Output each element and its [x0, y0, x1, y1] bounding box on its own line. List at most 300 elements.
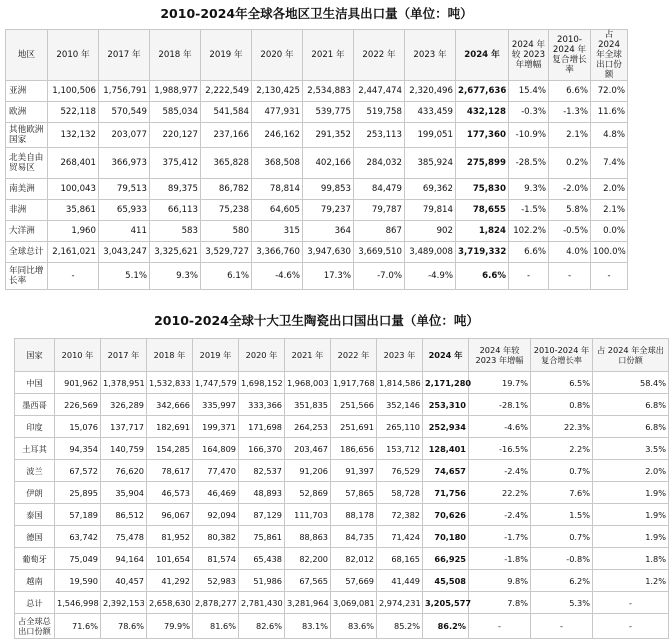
table-row [15, 438, 669, 460]
table1-header-cell: 2010-2024 年复合增长率 [549, 30, 591, 81]
table-cell: 1.8% [593, 548, 669, 570]
table2-header-cell: 2010-2024 年复合增长率 [531, 339, 593, 372]
table-cell: 265,110 [377, 416, 423, 438]
table-cell: 203,467 [285, 438, 331, 460]
table-cell: 284,032 [354, 148, 405, 179]
table-cell: 368,508 [252, 148, 303, 179]
table-cell: 5.3% [531, 592, 593, 614]
table2-header-cell: 2024 年较 2023 年增幅 [469, 339, 531, 372]
table-cell: 72,382 [377, 504, 423, 526]
table-cell: 541,584 [201, 102, 252, 123]
table-cell: 91,397 [331, 460, 377, 482]
table-cell: 7.8% [469, 592, 531, 614]
table-cell: 40,457 [101, 570, 147, 592]
table-row [15, 416, 669, 438]
table1-header-cell: 2020 年 [252, 30, 303, 81]
table-row [6, 263, 628, 290]
table-cell: 1,378,951 [101, 372, 147, 394]
table-cell: 9.8% [469, 570, 531, 592]
table-cell: 77,470 [193, 460, 239, 482]
table-cell: - [531, 614, 593, 639]
table-cell: 6.1% [201, 263, 252, 290]
table1-title: 2010-2024年全球各地区卫生洁具出口量（单位：吨） [160, 6, 473, 21]
table-cell: 64,605 [252, 200, 303, 221]
table-cell: 2,878,277 [193, 592, 239, 614]
table-cell: 78.6% [101, 614, 147, 639]
table-cell: 375,412 [150, 148, 201, 179]
table-cell: 15,076 [55, 416, 101, 438]
table-cell: 2,320,496 [405, 81, 456, 102]
row-label-cell: 北美自由贸易区 [6, 148, 48, 179]
table-row [15, 372, 669, 394]
table2-title: 2010-2024全球十大卫生陶瓷出口国出口量（单位：吨） [154, 313, 479, 328]
table-cell: 220,127 [150, 123, 201, 148]
table-cell: 1.9% [593, 504, 669, 526]
table-cell: 0.8% [531, 394, 593, 416]
row-label-cell: 其他欧洲国家 [6, 123, 48, 148]
table-cell: 100.0% [591, 242, 628, 263]
table-cell: 17.3% [303, 263, 354, 290]
table-cell: 101,654 [147, 548, 193, 570]
table-cell: 71,424 [377, 526, 423, 548]
table-cell: 82,200 [285, 548, 331, 570]
table-cell: 58.4% [593, 372, 669, 394]
table-cell: 67,565 [285, 570, 331, 592]
table-cell: 78,814 [252, 179, 303, 200]
table-cell: 87,129 [239, 504, 285, 526]
table-cell: 132,132 [48, 123, 99, 148]
table-cell: 2.2% [531, 438, 593, 460]
table-cell: 351,835 [285, 394, 331, 416]
table1-header-cell: 占 2024 年全球出口份额 [591, 30, 628, 81]
table-cell: 71.6% [55, 614, 101, 639]
table-cell: 901,962 [55, 372, 101, 394]
country-export-table [14, 338, 669, 639]
table-cell: 342,666 [147, 394, 193, 416]
table-cell: 2,781,430 [239, 592, 285, 614]
table-cell: 46,573 [147, 482, 193, 504]
table-cell: 203,077 [99, 123, 150, 148]
table-cell: 128,401 [423, 438, 469, 460]
table-cell: 41,449 [377, 570, 423, 592]
table-cell: 2,974,231 [377, 592, 423, 614]
table-cell: 519,758 [354, 102, 405, 123]
table-cell: -2.4% [469, 504, 531, 526]
table2-header-row [15, 339, 669, 372]
table-cell: 166,370 [239, 438, 285, 460]
table-cell: 35,904 [101, 482, 147, 504]
table-cell: 70,180 [423, 526, 469, 548]
table-cell: 275,899 [456, 148, 509, 179]
table-cell: 76,620 [101, 460, 147, 482]
table2-header-cell: 2010 年 [55, 339, 101, 372]
table-cell: -4.6% [252, 263, 303, 290]
table2-header-cell: 2017 年 [101, 339, 147, 372]
table-cell: -1.7% [469, 526, 531, 548]
table-cell: 867 [354, 221, 405, 242]
table-cell: 3,043,247 [99, 242, 150, 263]
table1-header-cell: 2017 年 [99, 30, 150, 81]
table2-header-cell: 国家 [15, 339, 55, 372]
table-cell: 3,325,621 [150, 242, 201, 263]
table-cell: 79,513 [99, 179, 150, 200]
table-cell: 315 [252, 221, 303, 242]
table-cell: 6.6% [549, 81, 591, 102]
table-cell: 385,924 [405, 148, 456, 179]
table-cell: 68,165 [377, 548, 423, 570]
row-label-cell: 全球总计 [6, 242, 48, 263]
table-cell: 7.6% [531, 482, 593, 504]
table-cell: -28.5% [509, 148, 549, 179]
table1-header-cell: 2019 年 [201, 30, 252, 81]
table-cell: 253,113 [354, 123, 405, 148]
table-cell: 2.0% [593, 460, 669, 482]
table-cell: 51,986 [239, 570, 285, 592]
table-cell: -2.4% [469, 460, 531, 482]
table-cell: 2,658,630 [147, 592, 193, 614]
table-cell: - [549, 263, 591, 290]
table-cell: 82,537 [239, 460, 285, 482]
table-cell: 199,051 [405, 123, 456, 148]
table-cell: 237,166 [201, 123, 252, 148]
table-cell: -1.8% [469, 548, 531, 570]
table-cell: 182,691 [147, 416, 193, 438]
table-cell: 41,292 [147, 570, 193, 592]
row-label-cell: 泰国 [15, 504, 55, 526]
table-cell: 82.6% [239, 614, 285, 639]
table-cell: 70,626 [423, 504, 469, 526]
table-cell: 6.6% [456, 263, 509, 290]
table-cell: 6.6% [509, 242, 549, 263]
table-cell: 3,489,008 [405, 242, 456, 263]
table-cell: 57,189 [55, 504, 101, 526]
table-cell: 66,113 [150, 200, 201, 221]
table-cell: 539,775 [303, 102, 354, 123]
row-label-cell: 南美洲 [6, 179, 48, 200]
row-label-cell: 波兰 [15, 460, 55, 482]
table-cell: -0.5% [549, 221, 591, 242]
table-cell: 86,782 [201, 179, 252, 200]
table-cell: 253,310 [423, 394, 469, 416]
table-cell: 2,171,280 [423, 372, 469, 394]
table2-header-cell: 2023 年 [377, 339, 423, 372]
table-cell: - [509, 263, 549, 290]
table-cell: 1,100,506 [48, 81, 99, 102]
table-row [15, 482, 669, 504]
table-cell: 71,756 [423, 482, 469, 504]
table-cell: 85.2% [377, 614, 423, 639]
table-cell: -7.0% [354, 263, 405, 290]
table-cell: 3,205,577 [423, 592, 469, 614]
table-cell: 91,206 [285, 460, 331, 482]
table-cell: 81,952 [147, 526, 193, 548]
table-cell: 25,895 [55, 482, 101, 504]
table-cell: 88,863 [285, 526, 331, 548]
table-cell: 333,366 [239, 394, 285, 416]
table-cell: 67,572 [55, 460, 101, 482]
table-cell: 75,830 [456, 179, 509, 200]
table-cell: -1.3% [549, 102, 591, 123]
table2-header-cell: 2024 年 [423, 339, 469, 372]
table-cell: -1.5% [509, 200, 549, 221]
table-row [15, 592, 669, 614]
table-cell: 84,735 [331, 526, 377, 548]
table-cell: 3,947,630 [303, 242, 354, 263]
table-row [15, 504, 669, 526]
table-cell: 364 [303, 221, 354, 242]
table-cell: 19.7% [469, 372, 531, 394]
row-label-cell: 德国 [15, 526, 55, 548]
table-cell: - [593, 614, 669, 639]
table-cell: 4.0% [549, 242, 591, 263]
table-cell: 226,569 [55, 394, 101, 416]
table-cell: 72.0% [591, 81, 628, 102]
table-cell: 3,366,760 [252, 242, 303, 263]
table-cell: 433,459 [405, 102, 456, 123]
table-cell: 1.5% [531, 504, 593, 526]
table-cell: 79,787 [354, 200, 405, 221]
table-cell: 291,352 [303, 123, 354, 148]
table-cell: 902 [405, 221, 456, 242]
table-cell: 1,824 [456, 221, 509, 242]
row-label-cell: 越南 [15, 570, 55, 592]
table-cell: 79,237 [303, 200, 354, 221]
table-cell: 171,698 [239, 416, 285, 438]
table-cell: 63,742 [55, 526, 101, 548]
table-cell: 96,067 [147, 504, 193, 526]
table-cell: 83.6% [331, 614, 377, 639]
table-cell: 1,698,152 [239, 372, 285, 394]
table-cell: 35,861 [48, 200, 99, 221]
table-cell: 585,034 [150, 102, 201, 123]
table-cell: 154,285 [147, 438, 193, 460]
table-row [15, 614, 669, 639]
table-cell: 4.8% [591, 123, 628, 148]
table-cell: -0.8% [531, 548, 593, 570]
table-cell: 3,069,081 [331, 592, 377, 614]
table-cell: 477,931 [252, 102, 303, 123]
table-cell: 57,865 [331, 482, 377, 504]
table-row [6, 102, 628, 123]
table-row [6, 123, 628, 148]
table-cell: 2,534,883 [303, 81, 354, 102]
table2-header-cell: 2021 年 [285, 339, 331, 372]
table-cell: 94,164 [101, 548, 147, 570]
table-row [6, 81, 628, 102]
table-cell: 48,893 [239, 482, 285, 504]
table-cell: 3,529,727 [201, 242, 252, 263]
table-cell: 1,968,003 [285, 372, 331, 394]
table-cell: 65,438 [239, 548, 285, 570]
table-row [15, 460, 669, 482]
table-row [15, 570, 669, 592]
table-cell: 2,222,549 [201, 81, 252, 102]
table-cell: 264,253 [285, 416, 331, 438]
table-cell: 22.3% [531, 416, 593, 438]
table-cell: 326,289 [101, 394, 147, 416]
table-cell: 74,657 [423, 460, 469, 482]
table-cell: 5.1% [99, 263, 150, 290]
row-label-cell: 年同比增长率 [6, 263, 48, 290]
table-cell: 2,392,153 [101, 592, 147, 614]
table-cell: 1,747,579 [193, 372, 239, 394]
table-cell: 153,712 [377, 438, 423, 460]
table-cell: 9.3% [150, 263, 201, 290]
table-cell: 99,853 [303, 179, 354, 200]
table2-header-cell: 2022 年 [331, 339, 377, 372]
table-cell: 0.7% [531, 526, 593, 548]
table-cell: 246,162 [252, 123, 303, 148]
table-cell: 86.2% [423, 614, 469, 639]
table-cell: 52,869 [285, 482, 331, 504]
table-row [6, 179, 628, 200]
table-row [15, 394, 669, 416]
row-label-cell: 墨西哥 [15, 394, 55, 416]
table-cell: 2,447,474 [354, 81, 405, 102]
table1-header-cell: 2023 年 [405, 30, 456, 81]
table-cell: 3,719,332 [456, 242, 509, 263]
table-cell: 2,161,021 [48, 242, 99, 263]
table2-header-cell: 2019 年 [193, 339, 239, 372]
table-cell: 352,146 [377, 394, 423, 416]
table-cell: 1,814,586 [377, 372, 423, 394]
table-cell: 580 [201, 221, 252, 242]
table-cell: 100,043 [48, 179, 99, 200]
row-label-cell: 印度 [15, 416, 55, 438]
row-label-cell: 欧洲 [6, 102, 48, 123]
table-cell: 58,728 [377, 482, 423, 504]
table-cell: 22.2% [469, 482, 531, 504]
table-cell: -4.9% [405, 263, 456, 290]
table-cell: 402,166 [303, 148, 354, 179]
table-cell: 252,934 [423, 416, 469, 438]
table-cell: 3,669,510 [354, 242, 405, 263]
row-label-cell: 伊朗 [15, 482, 55, 504]
table-cell: -16.5% [469, 438, 531, 460]
table-cell: 251,691 [331, 416, 377, 438]
table-cell: 9.3% [509, 179, 549, 200]
table-cell: 102.2% [509, 221, 549, 242]
table-cell: - [593, 592, 669, 614]
table1-header-row [6, 30, 628, 81]
table-cell: 79.9% [147, 614, 193, 639]
row-label-cell: 总计 [15, 592, 55, 614]
table-cell: 111,703 [285, 504, 331, 526]
table-cell: 52,983 [193, 570, 239, 592]
table-cell: 2.1% [549, 123, 591, 148]
table-cell: 2,677,636 [456, 81, 509, 102]
table-cell: 5.8% [549, 200, 591, 221]
table-cell: 1,532,833 [147, 372, 193, 394]
table1-header-cell: 2021 年 [303, 30, 354, 81]
table-cell: 69,362 [405, 179, 456, 200]
table-cell: 251,566 [331, 394, 377, 416]
table-row [15, 526, 669, 548]
table1-header-cell: 2024 年较 2023 年增幅 [509, 30, 549, 81]
table-cell: 140,759 [101, 438, 147, 460]
table-cell: -4.6% [469, 416, 531, 438]
table-cell: 6.8% [593, 394, 669, 416]
table-cell: 81.6% [193, 614, 239, 639]
table-cell: 1.9% [593, 482, 669, 504]
table-cell: 1,756,791 [99, 81, 150, 102]
table-cell: 94,354 [55, 438, 101, 460]
table-cell: 46,469 [193, 482, 239, 504]
table-cell: 2.0% [591, 179, 628, 200]
table-cell: 1,917,768 [331, 372, 377, 394]
table-cell: -28.1% [469, 394, 531, 416]
row-label-cell: 大洋洲 [6, 221, 48, 242]
table-cell: 164,809 [193, 438, 239, 460]
table-cell: 57,669 [331, 570, 377, 592]
table-cell: 11.6% [591, 102, 628, 123]
table-cell: 82,012 [331, 548, 377, 570]
table1-header-cell: 2010 年 [48, 30, 99, 81]
table-cell: -2.0% [549, 179, 591, 200]
table-cell: 75,238 [201, 200, 252, 221]
table-cell: 15.4% [509, 81, 549, 102]
table-cell: 80,382 [193, 526, 239, 548]
table-cell: 92,094 [193, 504, 239, 526]
table-cell: 0.7% [531, 460, 593, 482]
row-label-cell: 占全球总出口份额 [15, 614, 55, 639]
table-cell: 3.5% [593, 438, 669, 460]
table-cell: 1,546,998 [55, 592, 101, 614]
table-cell: 583 [150, 221, 201, 242]
table-cell: 65,933 [99, 200, 150, 221]
table-cell: 522,118 [48, 102, 99, 123]
table-cell: 83.1% [285, 614, 331, 639]
table-cell: 45,508 [423, 570, 469, 592]
table-row [6, 148, 628, 179]
table-cell: 137,717 [101, 416, 147, 438]
table-row [6, 221, 628, 242]
table-cell: 570,549 [99, 102, 150, 123]
table-cell: 84,479 [354, 179, 405, 200]
table-cell: 89,375 [150, 179, 201, 200]
row-label-cell: 中国 [15, 372, 55, 394]
table2-header-cell: 2020 年 [239, 339, 285, 372]
table-cell: 0.2% [549, 148, 591, 179]
table-row [15, 548, 669, 570]
table-cell: 6.2% [531, 570, 593, 592]
table-cell: 1.2% [593, 570, 669, 592]
table-cell: 78,617 [147, 460, 193, 482]
table-cell: 6.5% [531, 372, 593, 394]
table-cell: - [469, 614, 531, 639]
table-cell: 2,130,425 [252, 81, 303, 102]
table-cell: 81,574 [193, 548, 239, 570]
table-cell: 365,828 [201, 148, 252, 179]
table-cell: 19,590 [55, 570, 101, 592]
table1-header-cell: 2018 年 [150, 30, 201, 81]
table-cell: 1.9% [593, 526, 669, 548]
row-label-cell: 非洲 [6, 200, 48, 221]
table-cell: 75,049 [55, 548, 101, 570]
table-cell: 3,281,964 [285, 592, 331, 614]
table2-header-cell: 2018 年 [147, 339, 193, 372]
table2-header-cell: 占 2024 年全球出口份额 [593, 339, 669, 372]
table-cell: -10.9% [509, 123, 549, 148]
row-label-cell: 葡萄牙 [15, 548, 55, 570]
table-row [6, 242, 628, 263]
table-cell: - [591, 263, 628, 290]
table-cell: 2.1% [591, 200, 628, 221]
table-cell: 199,371 [193, 416, 239, 438]
table-cell: - [48, 263, 99, 290]
table-cell: 1,988,977 [150, 81, 201, 102]
table-cell: 366,973 [99, 148, 150, 179]
